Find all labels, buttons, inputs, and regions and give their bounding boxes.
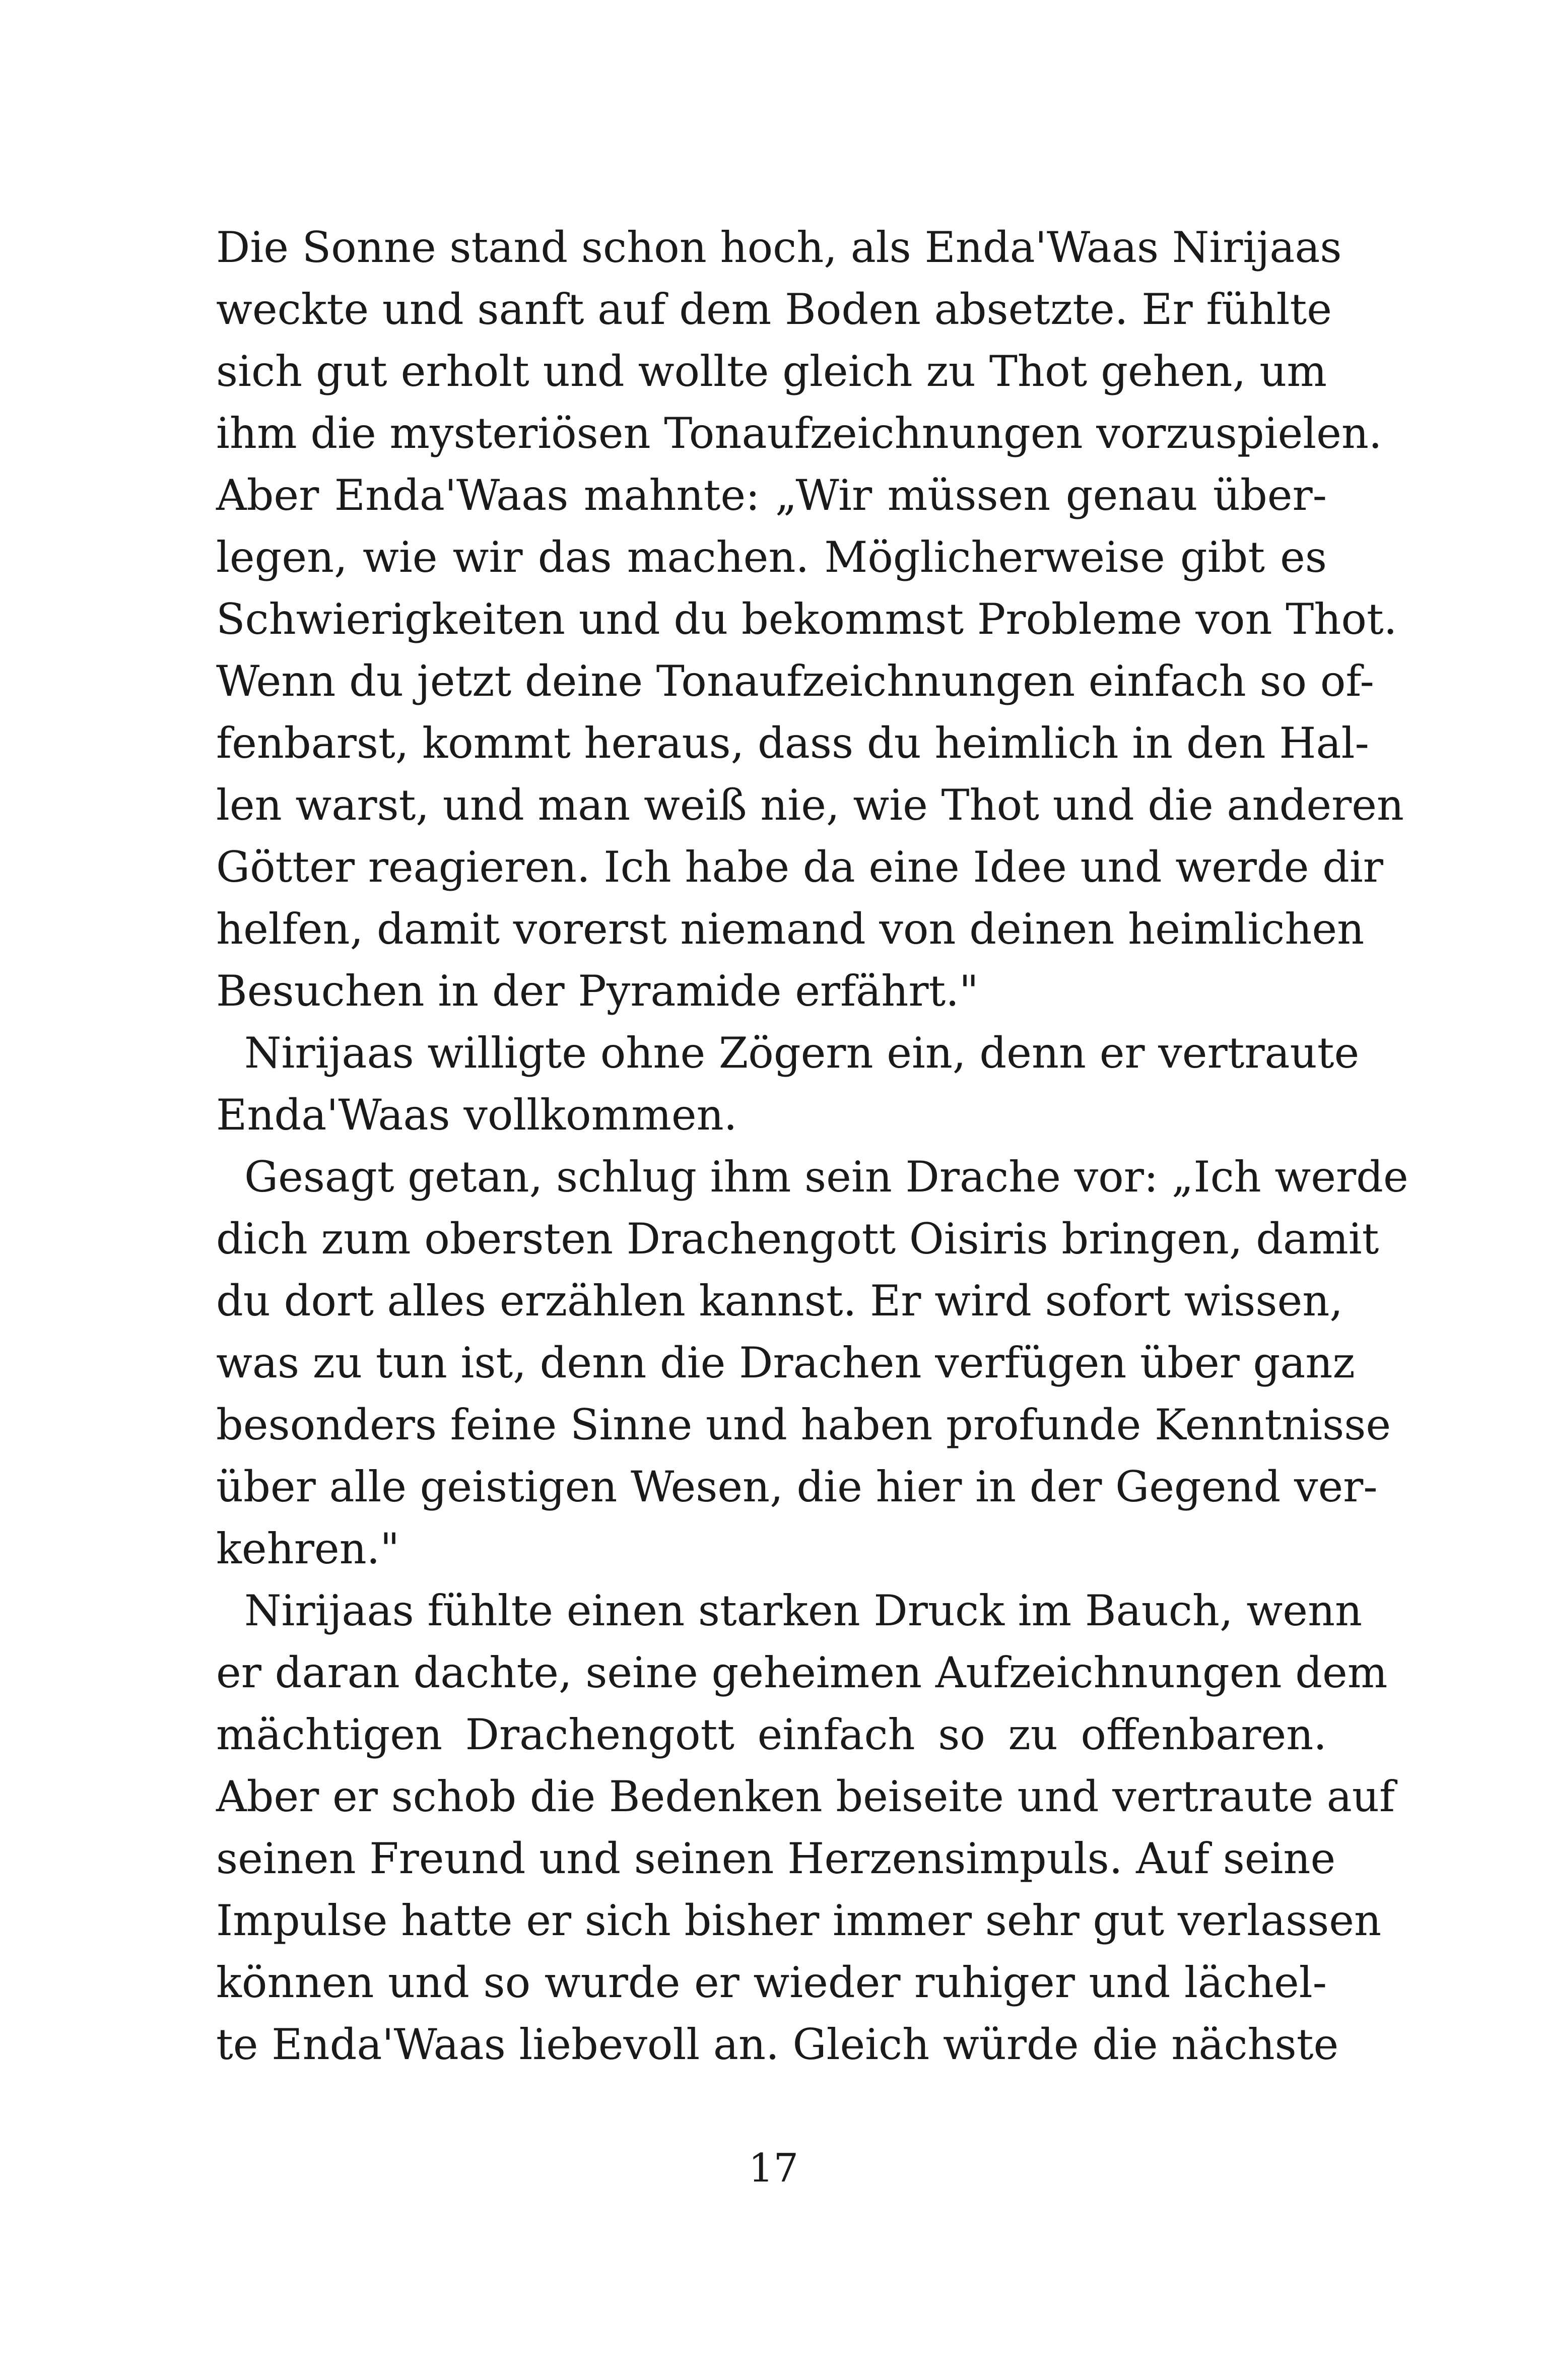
text-line: Götter reagieren. Ich habe da eine Idee und werde dir	[216, 842, 1383, 892]
text-line: sich gut erholt und wollte gleich zu Thot gehen, um	[216, 347, 1327, 396]
text-line: Nirijaas fühlte einen starken Druck im Bauch, wenn	[244, 1586, 1363, 1635]
text-line: Enda'Waas vollkommen.	[216, 1090, 737, 1140]
text-line: Gesagt getan, schlug ihm sein Drache vor: „Ich werde	[244, 1152, 1408, 1202]
text-line: len warst, und man weiß nie, wie Thot und die anderen	[216, 780, 1404, 830]
text-line: ihm die mysteriösen Tonaufzeichnungen vorzuspielen.	[216, 409, 1382, 458]
text-line: Impulse hatte er sich bisher immer sehr gut verlassen	[216, 1896, 1382, 1945]
text-line: können und so wurde er wieder ruhiger und lächel-	[216, 1958, 1327, 2007]
text-line: helfen, damit vorerst niemand von deinen heimlichen	[216, 904, 1365, 954]
text-line: Nirijaas willigte ohne Zögern ein, denn er vertraute	[244, 1028, 1360, 1078]
text-line: kehren."	[216, 1524, 400, 1573]
text-line: fenbarst, kommt heraus, dass du heimlich in den Hal-	[216, 718, 1369, 768]
text-line: dich zum obersten Drachengott Oisiris bringen, damit	[216, 1214, 1379, 1264]
text-line: weckte und sanft auf dem Boden absetzte. Er fühlte	[216, 285, 1332, 334]
page-number: 17	[748, 2146, 799, 2191]
text-line: er daran dachte, seine geheimen Aufzeichnungen dem	[216, 1648, 1388, 1697]
text-line: legen, wie wir das machen. Möglicherweise gibt es	[216, 533, 1327, 582]
text-line: was zu tun ist, denn die Drachen verfügen über ganz	[216, 1338, 1355, 1387]
text-line: Die Sonne stand schon hoch, als Enda'Waas Nirijaas	[216, 223, 1342, 272]
text-line: te Enda'Waas liebevoll an. Gleich würde die nächste	[216, 2020, 1339, 2069]
text-line: Schwierigkeiten und du bekommst Probleme von Thot.	[216, 594, 1397, 644]
text-line: seinen Freund und seinen Herzensimpuls. Auf seine	[216, 1834, 1336, 1883]
text-line: Aber er schob die Bedenken beiseite und vertraute auf	[216, 1772, 1395, 1821]
text-line: du dort alles erzählen kannst. Er wird sofort wissen,	[216, 1276, 1343, 1326]
text-line: Besuchen in der Pyramide erfährt."	[216, 966, 979, 1016]
text-line: Wenn du jetzt deine Tonaufzeichnungen einfach so of-	[216, 656, 1374, 706]
text-line: Aber Enda'Waas mahnte: „Wir müssen genau über-	[216, 471, 1327, 520]
body-text	[216, 217, 1408, 2076]
text-line: über alle geistigen Wesen, die hier in der Gegend ver-	[216, 1462, 1378, 1511]
text-line: besonders feine Sinne und haben profunde Kenntnisse	[216, 1400, 1391, 1449]
text-line: mächtigen Drachengott einfach so zu offenbaren.	[216, 1710, 1327, 1759]
